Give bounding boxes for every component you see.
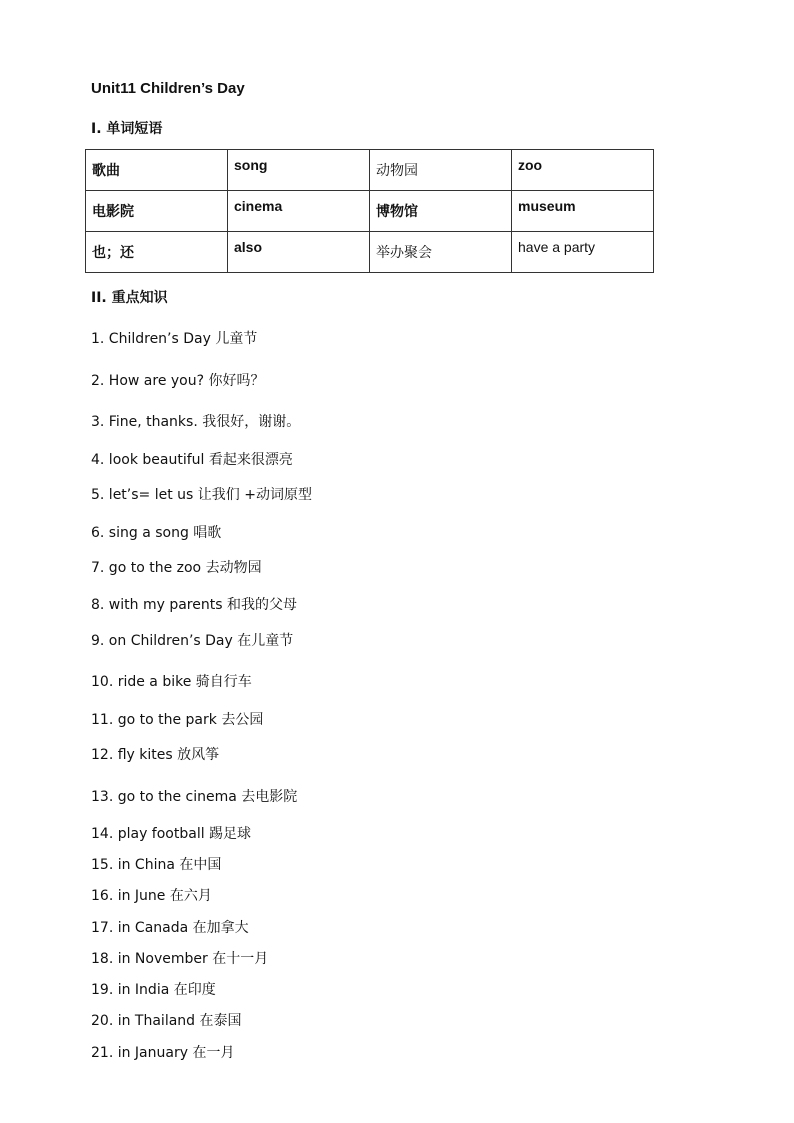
table-cell: 动物园 (370, 150, 512, 191)
list-item: 20. in Thailand 在泰国 (91, 1013, 242, 1029)
list-item: 9. on Children’s Day 在儿童节 (91, 633, 294, 649)
list-item: 8. with my parents 和我的父母 (91, 597, 297, 613)
list-item: 5. let’s= let us 让我们 +动词原型 (91, 487, 312, 503)
document-title: Unit11 Children’s Day (91, 80, 245, 97)
table-cell: 博物馆 (370, 191, 512, 232)
list-item: 18. in November 在十一月 (91, 951, 269, 967)
list-item: 17. in Canada 在加拿大 (91, 920, 249, 936)
list-item: 19. in India 在印度 (91, 982, 216, 998)
list-item: 10. ride a bike 骑自行车 (91, 674, 252, 690)
table-cell: 举办聚会 (370, 232, 512, 273)
section-heading-vocabulary: I. 单词短语 (91, 121, 163, 137)
list-item: 6. sing a song 唱歌 (91, 525, 222, 541)
table-row (86, 232, 654, 273)
list-item: 21. in January 在一月 (91, 1045, 235, 1061)
list-item: 3. Fine, thanks. 我很好，谢谢。 (91, 414, 301, 430)
table-row (86, 150, 654, 191)
list-item: 15. in China 在中国 (91, 857, 222, 873)
table-cell: cinema (228, 191, 370, 232)
list-item: 13. go to the cinema 去电影院 (91, 789, 298, 805)
list-item: 12. fly kites 放风筝 (91, 747, 220, 763)
list-item: 7. go to the zoo 去动物园 (91, 560, 262, 576)
list-item: 14. play football 踢足球 (91, 826, 252, 842)
list-item: 2. How are you? 你好吗？ (91, 373, 265, 389)
table-cell: 电影院 (86, 191, 228, 232)
list-item: 1. Children’s Day 儿童节 (91, 331, 258, 347)
table-cell: song (228, 150, 370, 191)
table-cell: museum (512, 191, 654, 232)
vocabulary-table (85, 149, 654, 273)
table-cell: 歌曲 (86, 150, 228, 191)
table-cell: also (228, 232, 370, 273)
table-cell: zoo (512, 150, 654, 191)
table-cell: have a party (512, 232, 654, 273)
section-heading-key-points: II. 重点知识 (91, 290, 168, 306)
table-row (86, 191, 654, 232)
list-item: 16. in June 在六月 (91, 888, 212, 904)
list-item: 4. look beautiful 看起来很漂亮 (91, 452, 293, 468)
table-cell: 也；还 (86, 232, 228, 273)
list-item: 11. go to the park 去公园 (91, 712, 264, 728)
